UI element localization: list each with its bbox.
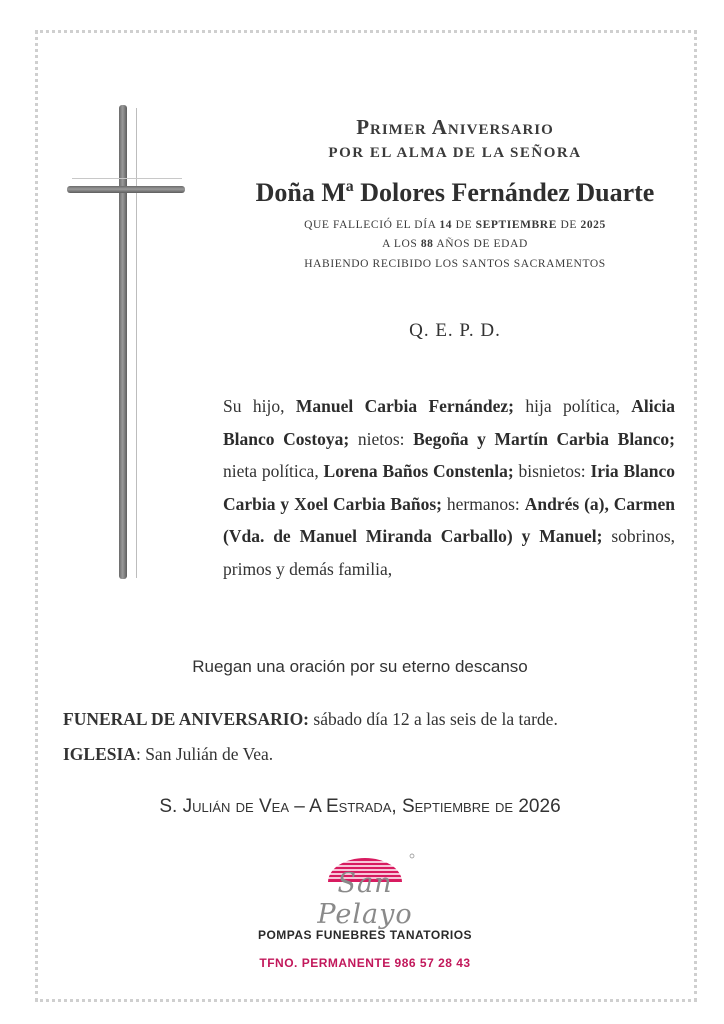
funeral-info: FUNERAL DE ANIVERSARIO: sábado día 12 a las seis de la tarde. <box>63 709 558 729</box>
death-date-line: QUE FALLECIÓ EL DÍA 14 DE SEPTIEMBRE DE 2025 <box>304 219 606 231</box>
deceased-name: Doña Mª Dolores Fernández Duarte <box>255 178 655 207</box>
cross-arm <box>67 186 185 193</box>
cross-icon <box>119 105 127 579</box>
anniversary-title: Primer Aniversario <box>356 115 554 139</box>
prayer-request: Ruegan una oración por su eterno descanso <box>192 657 528 676</box>
logo-wordmark: San Pelayo <box>317 868 413 930</box>
company-name: POMPAS FUNEBRES TANATORIOS <box>257 928 473 942</box>
age-line: A LOS 88 AÑOS DE EDAD <box>382 238 528 250</box>
place-date: S. Julián de Vea – A Estrada, Septiembre de 2026 <box>159 796 561 817</box>
cross-arm-shadow-line <box>72 178 182 179</box>
qepd: Q. E. P. D. <box>409 320 501 341</box>
sacraments-line: HABIENDO RECIBIDO LOS SANTOS SACRAMENTOS <box>304 258 606 270</box>
phone-number: TFNO. PERMANENTE 986 57 28 43 <box>259 956 471 970</box>
family-paragraph: Su hijo, Manuel Carbia Fernández; hija política, Alicia Blanco Costoya; nietos: Begoña y Martín Carbia Blanco; nieta política, Lorena Baños Constenla; bisnietos: Iria Blanco Carbia y Xoel Carbia Baños; hermanos: Andrés (a), Carmen (Vda. de Manuel Miranda Carballo) y Manuel; sobrinos, primos y demás familia, <box>223 396 676 579</box>
subtitle: POR EL ALMA DE LA SEÑORA <box>328 145 582 161</box>
church-info: IGLESIA: San Julián de Vea. <box>63 744 274 764</box>
